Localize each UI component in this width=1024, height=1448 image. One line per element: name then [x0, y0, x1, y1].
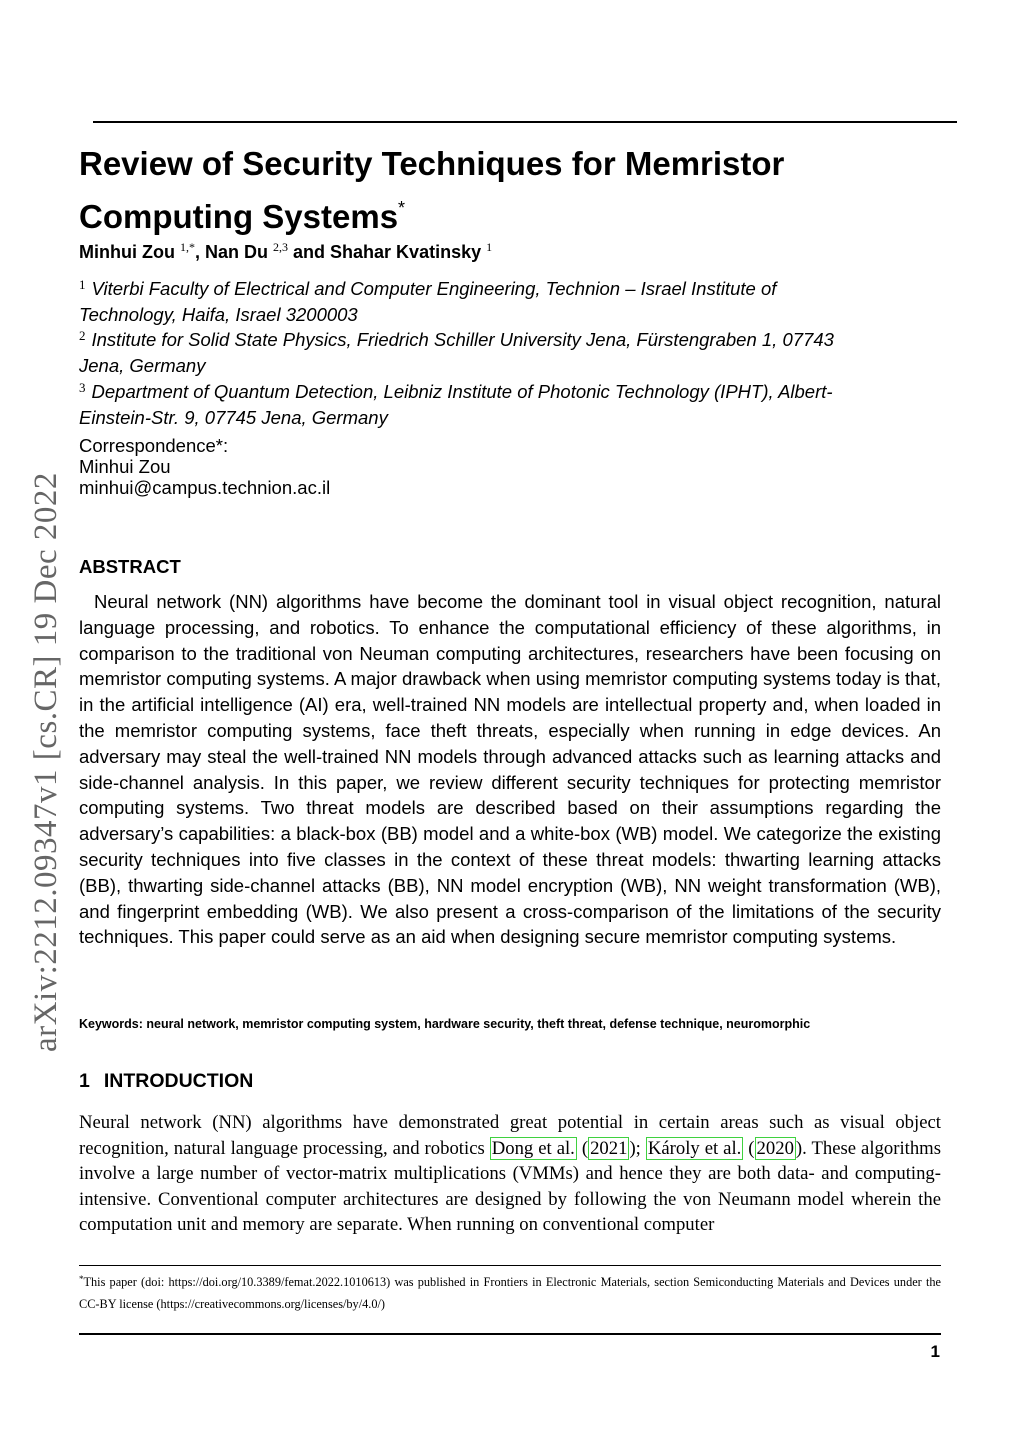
- affiliation-text: Viterbi Faculty of Electrical and Computer Engineering, Technion – Israel Institute of Technology, Haifa, Israel 3200003: [79, 278, 777, 325]
- affiliation-number: 1: [79, 277, 86, 292]
- author-name: Shahar Kvatinsky: [330, 242, 482, 262]
- author-affiliation-mark: 2,3: [273, 240, 289, 254]
- keywords-line: Keywords: neural network, memristor computing system, hardware security, theft threat, defense technique, neuromorphic: [79, 1017, 811, 1031]
- section-number: 1: [79, 1070, 90, 1092]
- author-name: Nan Du: [205, 242, 268, 262]
- affiliation-number: 3: [79, 380, 86, 395]
- footnote-text: This paper (doi: https://doi.org/10.3389/femat.2022.1010613) was published in Frontiers in Electronic Materials, section Semiconducting Materials and Devices under the CC-BY license (https://creativecommons.org/licenses/by/4.0/): [79, 1275, 941, 1311]
- citation-separator: ;: [635, 1137, 646, 1159]
- section-heading-introduction: [79, 1070, 253, 1093]
- intro-text-end: . These algorithms involve a large number of vector-matrix multiplications (VMMs) and hence they are both data- and computing-intensive. Conventional computer architectures are designed by following the von Neumann model wherein the computation unit and memory are separate. When running on conventional computer: [79, 1137, 941, 1236]
- title-footnote-mark: *: [398, 198, 406, 218]
- citation-link-dong-year[interactable]: 2021: [590, 1137, 628, 1159]
- affiliation-1: [79, 272, 859, 327]
- author-separator: ,: [194, 242, 205, 262]
- author-separator: and: [288, 242, 331, 262]
- correspondence-name: Minhui Zou: [79, 456, 171, 477]
- footnote-rule: [79, 1265, 941, 1266]
- abstract-heading: ABSTRACT: [79, 556, 181, 577]
- top-rule: [93, 121, 957, 123]
- author-name: Minhui Zou: [79, 242, 175, 262]
- footnote-mark: *: [79, 1274, 84, 1284]
- citation-link-karoly-year[interactable]: 2020: [756, 1137, 794, 1159]
- abstract-text: Neural network (NN) algorithms have become the dominant tool in visual object recognition, natural language processing, and robotics. To enhance the computational efficiency of these algorithms, in comparison to the traditional von Neuman computing architectures, researchers have been focusing on memristor computing systems. A major drawback when using memristor computing systems today is that, in the artificial intelligence (AI) era, well-trained NN models are intellectual property and, when loaded in the memristor computing systems, face theft threats, especially when running in edge devices. An adversary may steal the well-trained NN models through advanced attacks such as learning attacks and side-channel analysis. In this paper, we review different security techniques for protecting memristor computing systems. Two threat models are described based on their assumptions regarding the adversary’s capabilities: a black-box (BB) model and a white-box (WB) model. We categorize the existing security techniques into five classes in the context of these threat models: thwarting learning attacks (BB), thwarting side-channel attacks (BB), NN model encryption (WB), NN weight transformation (WB), and fingerprint embedding (WB). We also present a cross-comparison of the limitations of the security techniques. This paper could serve as an aid when designing secure memristor computing systems.: [79, 591, 941, 948]
- affiliation-2: [79, 323, 859, 378]
- paper-title: [79, 142, 939, 239]
- affiliation-number: 2: [79, 328, 86, 343]
- affiliation-text: Department of Quantum Detection, Leibniz Institute of Photonic Technology (IPHT), Albert-Einstein-Str. 9, 07745 Jena, Germany: [79, 381, 833, 428]
- page-number: 1: [930, 1342, 940, 1361]
- introduction-paragraph: Neural network (NN) algorithms have demonstrated great potential in certain areas such as visual object recognition, natural language processing, and robotics Dong et al. ( 2021 ); Károly et al. ( 2020 ). These algorithms involve a large number of vector-matrix multiplications (VMMs) and hence they are both data- and computing-intensive. Conventional computer architectures are designed by following the von Neumann model wherein the computation unit and memory are separate. When running on conventional computer: [79, 1112, 941, 1236]
- footnote: [79, 1268, 941, 1315]
- affiliation-3: [79, 375, 859, 430]
- arxiv-sidebar-stamp: arXiv:2212.09347v1 [cs.CR] 19 Dec 2022: [28, 472, 64, 1052]
- title-text: Review of Security Techniques for Memristor Computing Systems: [79, 145, 785, 235]
- citation-link-karoly-author[interactable]: Károly et al.: [647, 1137, 742, 1159]
- author-affiliation-mark: 1: [486, 240, 493, 254]
- correspondence-label: Correspondence*:: [79, 435, 229, 456]
- author-affiliation-mark: 1,*: [179, 240, 195, 254]
- affiliation-text: Institute for Solid State Physics, Friedrich Schiller University Jena, Fürstengraben 1, 07743 Jena, Germany: [79, 329, 834, 376]
- intro-text-start: Neural network (NN) algorithms have demonstrated great potential in certain areas such as visual object recognition, natural language processing, and robotics: [79, 1112, 941, 1159]
- citation-link-dong-author[interactable]: Dong et al.: [491, 1137, 575, 1159]
- bottom-rule: [79, 1333, 941, 1335]
- section-title: INTRODUCTION: [103, 1070, 254, 1092]
- correspondence-block: [79, 435, 330, 498]
- author-list: [79, 240, 492, 263]
- correspondence-email[interactable]: minhui@campus.technion.ac.il: [79, 477, 331, 498]
